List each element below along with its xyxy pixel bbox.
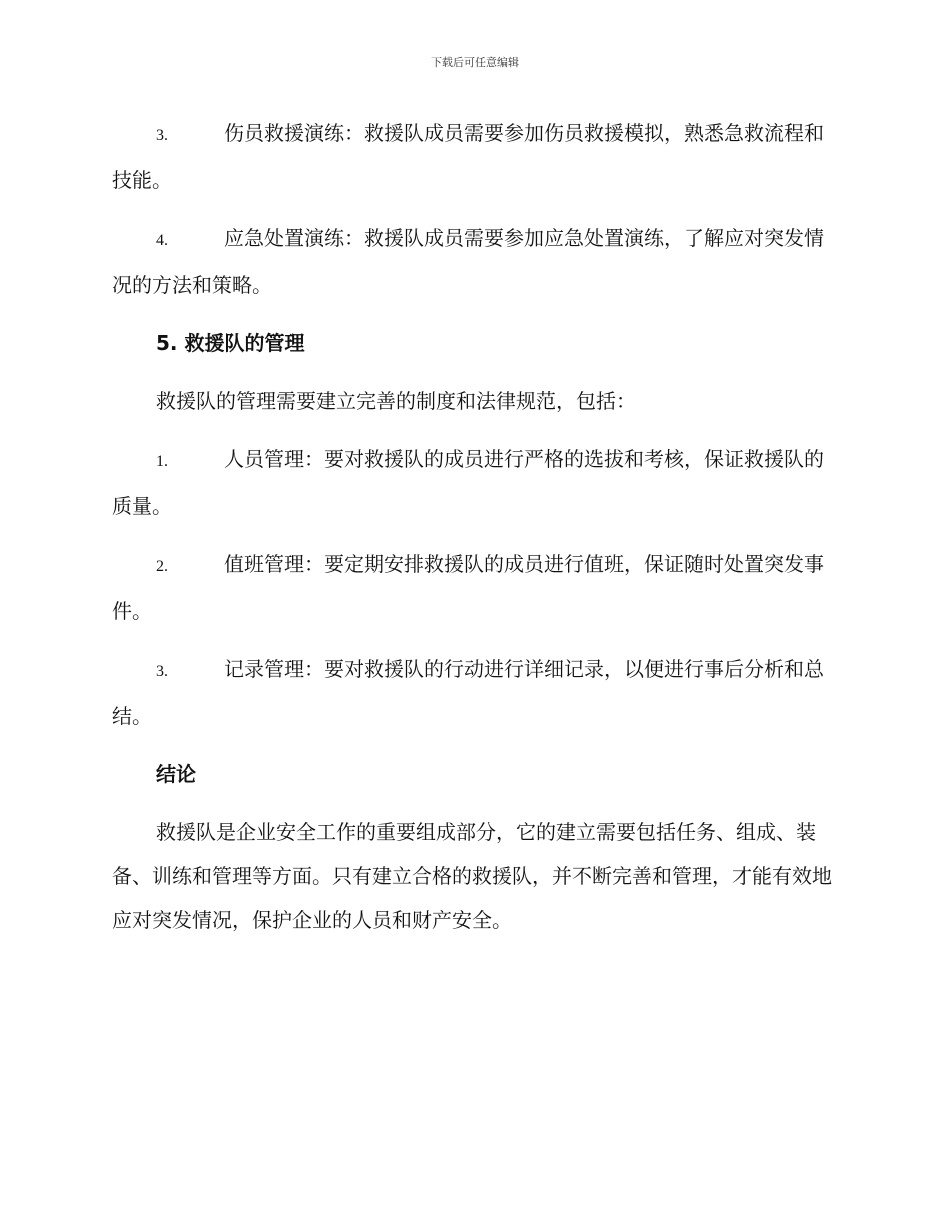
list-number: 3. [156, 127, 168, 144]
conclusion-heading: 结论 [156, 762, 196, 786]
page-header: 下载后可任意编辑 [431, 56, 519, 69]
list-text: 记录管理：要对救援队的行动进行详细记录，以便进行事后分析和总结。 [112, 657, 824, 728]
list-number: 3. [156, 663, 168, 680]
document-body [112, 111, 834, 956]
list-item [112, 111, 834, 202]
list-text: 人员管理：要对救援队的成员进行严格的选拔和考核，保证救援队的质量。 [112, 447, 824, 518]
list-item [112, 647, 834, 738]
section-heading: 5. 救援队的管理 [156, 331, 305, 355]
list-text: 值班管理：要定期安排救援队的成员进行值班，保证随时处置突发事件。 [112, 552, 824, 623]
list-text: 应急处置演练：救援队成员需要参加应急处置演练，了解应对突发情况的方法和策略。 [112, 226, 824, 297]
list-item [112, 542, 834, 633]
conclusion-paragraph: 救援队是企业安全工作的重要组成部分，它的建立需要包括任务、组成、装备、训练和管理等方面。只有建立合格的救援队，并不断完善和管理，才能有效地应对突发情况，保护企业的人员和财产安全。 [112, 820, 832, 932]
list-item [112, 437, 834, 528]
list-number: 2. [156, 558, 168, 575]
list-number: 4. [156, 232, 168, 249]
section-intro: 救援队的管理需要建立完善的制度和法律规范，包括： [156, 389, 636, 413]
list-text: 伤员救援演练：救援队成员需要参加伤员救援模拟，熟悉急救流程和技能。 [112, 121, 824, 192]
list-item [112, 216, 834, 307]
list-number: 1. [156, 453, 168, 470]
